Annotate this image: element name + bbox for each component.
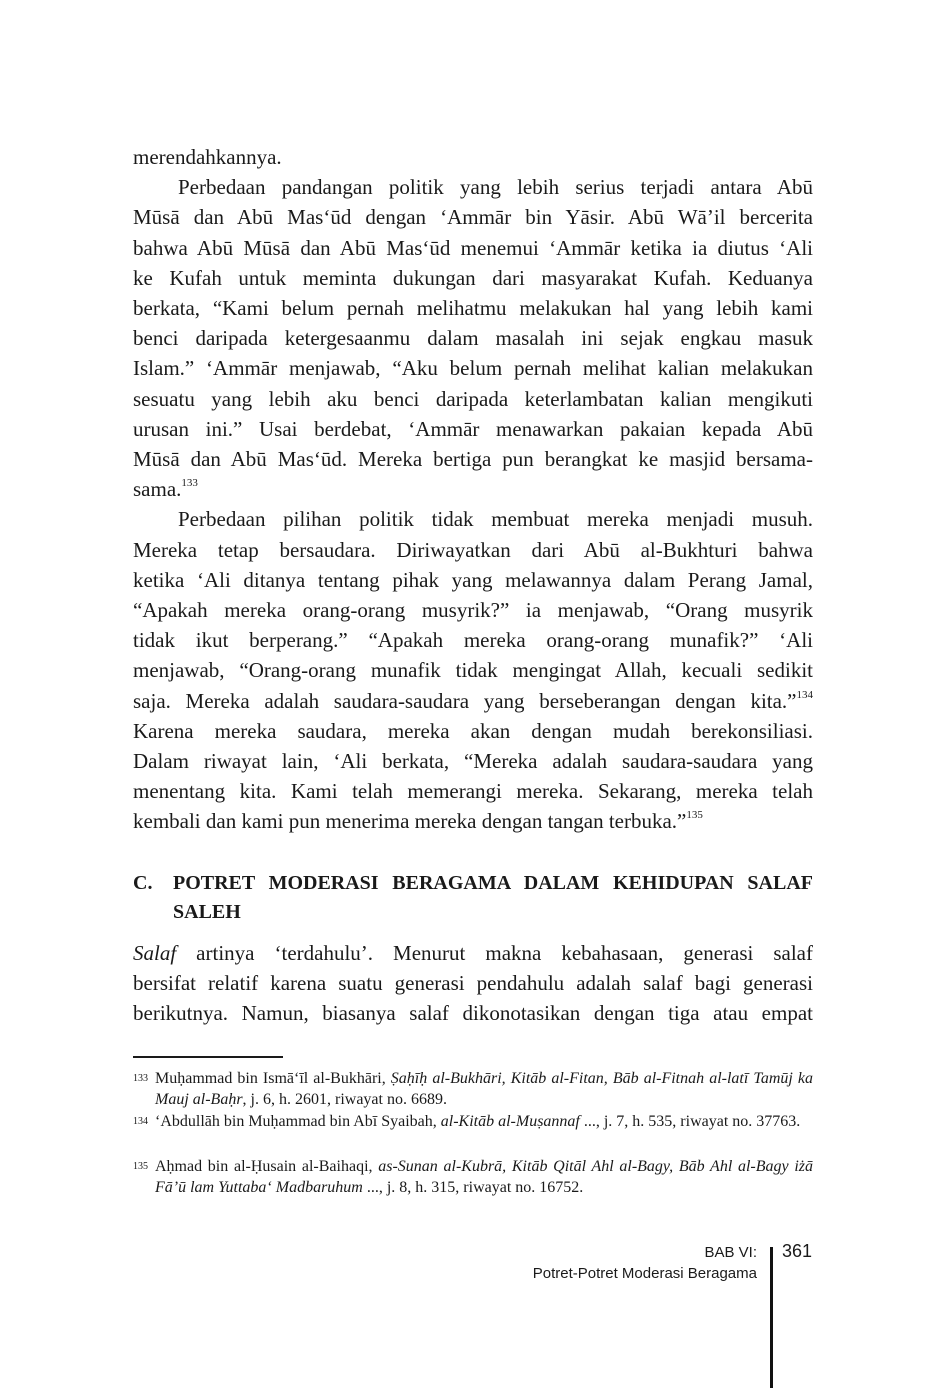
citation-text: ‘Abdullāh bin Muḥammad bin Abī Syaibah, (155, 1113, 441, 1130)
citation-text: Aḥmad bin al-Ḥusain al-Baihaqi, (155, 1158, 379, 1175)
text-line: saja. Mereka adalah saudara-saudara yang berseberangan dengan kita.”$^{134}$ (133, 688, 813, 713)
text-line: Karena mereka saudara, mereka akan dengan mudah berekonsiliasi. (133, 718, 813, 743)
text-line: Mereka tetap bersaudara. Diriwayatkan dari Abū al-Bukhturi bahwa (133, 537, 813, 562)
page-number: 361 (782, 1241, 813, 1261)
text-line: ke Kufah untuk meminta dukungan dari masyarakat Kufah. Keduanya (133, 265, 813, 290)
running-footer (533, 1242, 757, 1284)
footnote-text (155, 1156, 813, 1198)
text-line: Dalam riwayat lain, ‘Ali berkata, “Mereka adalah saudara-saudara yang (133, 749, 813, 773)
citation-text: ..., j. 7, h. 535, riwayat no. 37763. (579, 1113, 801, 1130)
chapter-title: Potret-Potret Moderasi Beragama (532, 1265, 757, 1282)
text-line: benci daripada ketergesaanmu dalam masalah ini sejak engkau masuk (133, 326, 813, 351)
text-line: Mūsā dan Abū Mas‘ūd dengan ‘Ammār bin Yāsir. Abū Wā’il bercerita (133, 205, 813, 230)
text-line: Perbedaan pilihan politik tidak membuat mereka menjadi musuh. (178, 507, 813, 532)
footnote-number: 134 (133, 1116, 148, 1127)
text-line: menentang kita. Kami telah memerangi mereka. Sekarang, mereka telah (133, 779, 813, 804)
text-line: Islam.” ‘Ammār menjawab, “Aku belum pernah melihat kalian melakukan (133, 356, 813, 381)
footnote-reference: 134 (796, 688, 813, 701)
footnote-text (155, 1068, 813, 1110)
footnote (133, 1111, 813, 1132)
footnote-number: 135 (133, 1161, 148, 1172)
footnote-reference: 135 (686, 809, 703, 822)
text-line: urusan ini.” Usai berdebat, ‘Ammār menawarkan pakaian kepada Abū (133, 416, 813, 441)
footnote (133, 1156, 813, 1198)
text-line: bahwa Abū Mūsā dan Abū Mas‘ūd menemui ‘Ammār ketika ia diutus ‘Ali (133, 235, 813, 260)
text-line: “Apakah mereka orang-orang musyrik?” ia menjawab, “Orang musyrik (133, 598, 813, 622)
citation-text: Muḥammad bin Ismā‘īl al-Bukhāri, (155, 1070, 391, 1087)
section-title-line-2: SALEH (173, 901, 241, 923)
text-line: merendahkannya. (133, 145, 282, 169)
text-line: berikutnya. Namun, biasanya salaf dikonotasikan dengan tiga atau empat (133, 1001, 813, 1026)
text-line: ketika ‘Ali ditanya tentang pihak yang melawannya dalam Perang Jamal, (133, 567, 813, 592)
citation-title: Ṣaḥīḥ al-Bukhāri, Kitāb al-Fitan, Bāb al-Fitnah al-latī Tamūj ka Mauj al-Baḥr (155, 1070, 813, 1108)
text-line: Perbedaan pandangan politik yang lebih serius terjadi antara Abū (178, 175, 813, 200)
text-line: tidak ikut berperang.” “Apakah mereka orang-orang munafik?” ‘Ali (133, 628, 813, 653)
citation-text: ..., j. 8, h. 315, riwayat no. 16752. (362, 1179, 584, 1196)
section-letter: C. (133, 872, 153, 894)
text-line: Salaf artinya ‘terdahulu’. Menurut makna kebahasaan, generasi salaf (133, 941, 813, 965)
footer-divider (770, 1247, 773, 1388)
footnote-divider (133, 1056, 283, 1058)
footnote-number: 133 (133, 1073, 148, 1084)
section-title-line-1: POTRET MODERASI BERAGAMA DALAM KEHIDUPAN SALAF (173, 872, 813, 894)
text-line: sesuatu yang lebih aku benci daripada keterlambatan kalian mengikuti (133, 386, 813, 411)
text-line: bersifat relatif karena suatu generasi pendahulu adalah salaf bagi generasi (133, 971, 813, 996)
citation-title: al-Kitāb al-Muṣannaf (440, 1113, 580, 1130)
chapter-label: BAB VI: (704, 1244, 757, 1261)
citation-title: as-Sunan al-Kubrā, Kitāb Qitāl Ahl al-Bagy, Bāb Ahl al-Bagy iżā Fā’ū lam Yuttaba‘ Madbaruhum (155, 1158, 814, 1196)
footnote-text (155, 1111, 813, 1132)
footnote (133, 1068, 813, 1110)
text-line: kembali dan kami pun menerima mereka dengan tangan terbuka.”$^{135}$ (133, 809, 703, 834)
text-line: Mūsā dan Abū Mas‘ūd. Mereka bertiga pun berangkat ke masjid bersama- (133, 447, 813, 471)
text-line: sama.$^{133}$ (133, 477, 198, 502)
citation-text: , j. 6, h. 2601, riwayat no. 6689. (242, 1091, 447, 1108)
text-line: berkata, “Kami belum pernah melihatmu melakukan hal yang lebih kami (133, 296, 813, 320)
text-line: menjawab, “Orang-orang munafik tidak mengingat Allah, kecuali sedikit (133, 658, 813, 683)
italic-term: Salaf (133, 941, 177, 965)
footnote-reference: 133 (181, 477, 198, 490)
